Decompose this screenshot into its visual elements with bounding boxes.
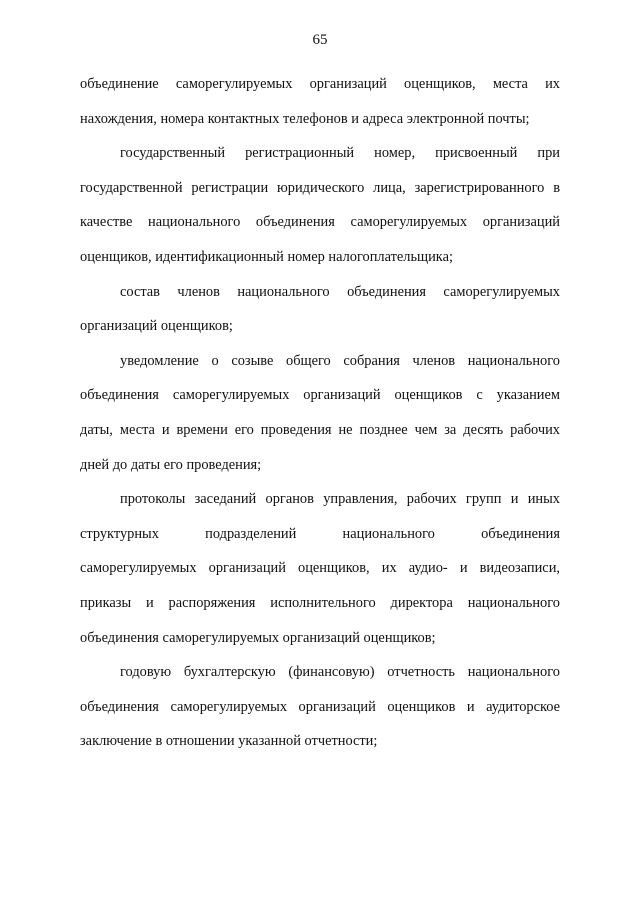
text-line: объединение саморегулируемых организаций оценщиков, места их xyxy=(80,76,560,92)
text-line: государственный регистрационный номер, присвоенный при xyxy=(120,145,560,162)
text-line: уведомление о созыве общего собрания членов национального xyxy=(120,352,560,369)
text-line: организаций оценщиков; xyxy=(80,318,233,335)
paragraph-2 xyxy=(80,136,560,274)
text-line: государственной регистрации юридического лица, зарегистрированного в xyxy=(80,179,560,196)
text-line: дней до даты его проведения; xyxy=(80,456,262,473)
text-line: заключение в отношении указанной отчетности; xyxy=(80,733,378,750)
text-line: объединения саморегулируемых организаций оценщиков с указанием xyxy=(80,387,560,404)
text-line: структурных подразделений национального объединения xyxy=(80,525,560,542)
paragraph-4 xyxy=(80,344,560,482)
paragraph-3 xyxy=(80,275,560,344)
text-line: протоколы заседаний органов управления, рабочих групп и иных xyxy=(120,491,560,508)
text-line: состав членов национального объединения саморегулируемых xyxy=(120,283,560,300)
text-line: годовую бухгалтерскую (финансовую) отчетность национального xyxy=(120,664,560,681)
text-line: оценщиков, идентификационный номер налогоплательщика; xyxy=(80,248,453,265)
paragraph-6 xyxy=(80,655,560,759)
paragraph-1 xyxy=(80,67,560,136)
text-line: саморегулируемых организаций оценщиков, их аудио- и видеозаписи, xyxy=(80,560,560,577)
page-number: 65 xyxy=(312,32,328,48)
text-line: качестве национального объединения саморегулируемых организаций xyxy=(80,214,560,231)
text-line: объединения саморегулируемых организаций оценщиков и аудиторское xyxy=(80,698,560,715)
text-line: объединения саморегулируемых организаций оценщиков; xyxy=(80,629,436,646)
document-body xyxy=(80,67,560,759)
text-line: даты, места и времени его проведения не позднее чем за десять рабочих xyxy=(80,421,560,438)
text-line: приказы и распоряжения исполнительного директора национального xyxy=(80,594,560,611)
paragraph-5 xyxy=(80,482,560,655)
text-line: нахождения, номера контактных телефонов и адреса электронной почты; xyxy=(80,110,530,127)
